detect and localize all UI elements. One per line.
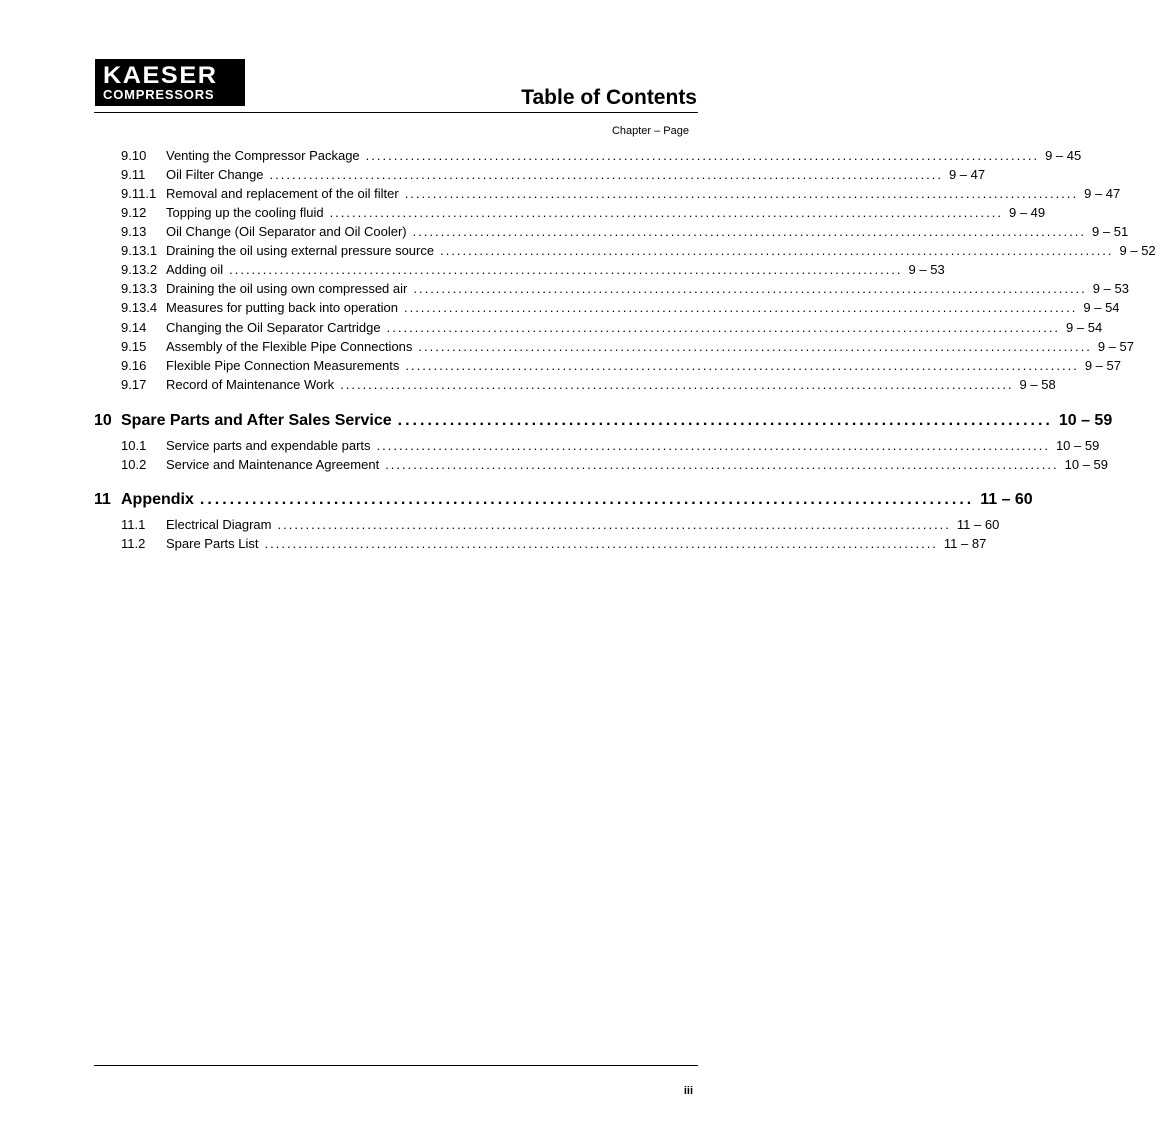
entry-title: Oil Filter Change [166,167,264,182]
footer-rule [94,1065,698,1066]
entry-number: 9.14 [121,320,147,335]
entry-page: 11 – 60 [956,517,1000,532]
dot-leader: ........................................................................................................................ [405,358,1079,373]
entry-title: Topping up the cooling fluid [166,205,324,220]
entry-page: 9 – 54 [1083,300,1120,315]
chapter-page: 11 – 60 [980,491,1033,508]
page-title: Table of Contents [521,86,697,109]
entry-number: 9.13.2 [121,262,158,277]
chapter-title: Spare Parts and After Sales Service [121,412,392,429]
page-number: iii [683,1085,693,1097]
logo-line2: COMPRESSORS [103,87,215,102]
toc-entry[interactable] [121,186,1121,205]
dot-leader: ........................................................................................ [397,412,1053,429]
entry-number: 9.11 [121,167,146,182]
toc-entry[interactable] [121,205,1046,224]
entry-page: 9 – 52 [1119,243,1156,258]
toc-entry[interactable] [121,243,1156,262]
toc-chapter-11[interactable] [94,491,1033,513]
toc-entry[interactable] [121,517,1000,536]
dot-leader: ........................................................................................................................ [413,281,1087,296]
entry-title: Electrical Diagram [166,517,272,532]
entry-page: 9 – 54 [1066,320,1103,335]
toc-entry[interactable] [121,148,1082,167]
dot-leader: ........................................................................................................................ [404,186,1079,201]
entry-title: Spare Parts List [166,536,259,551]
entry-title: Venting the Compressor Package [166,148,360,163]
dot-leader: ........................................................................................................................ [264,536,938,551]
entry-page: 9 – 51 [1092,224,1129,239]
toc-chapter-10[interactable] [94,412,1113,434]
dot-leader: ........................................................................................................................ [386,320,1061,335]
entry-page: 9 – 57 [1084,358,1121,373]
entry-number: 11.2 [121,536,146,551]
entry-number: 9.10 [121,148,147,163]
chapter-page-label: Chapter – Page [611,125,689,137]
dot-leader: ........................................................................................................................ [385,457,1059,472]
entry-page: 9 – 57 [1097,339,1134,354]
entry-title: Draining the oil using own compressed air [166,281,408,296]
logo-line1: KAESER [103,62,218,89]
dot-leader: ........................................................................................................................ [418,339,1092,354]
dot-leader: ........................................................................................................................ [229,262,903,277]
entry-page: 9 – 58 [1019,377,1056,392]
entry-page: 9 – 47 [948,167,986,182]
toc-entry[interactable] [121,377,1056,396]
entry-page: 9 – 45 [1045,148,1082,163]
toc-entry[interactable] [121,358,1121,377]
toc-entry[interactable] [121,224,1129,243]
entry-page: 9 – 53 [1092,281,1129,296]
entry-title: Changing the Oil Separator Cartridge [166,320,381,335]
dot-leader: ........................................................................................................................ [329,205,1003,220]
dot-leader: ........................................................................................................................ [269,167,943,182]
entry-page: 9 – 53 [908,262,945,277]
chapter-number: 10 [94,412,112,429]
entry-page: 9 – 47 [1084,186,1121,201]
dot-leader: ........................................................................................................................ [440,243,1114,258]
entry-title: Adding oil [166,262,224,277]
entry-number: 10.2 [121,457,147,472]
chapter-page: 10 – 59 [1058,412,1113,429]
entry-title: Flexible Pipe Connection Measurements [166,358,400,373]
entry-number: 9.13 [121,224,147,239]
dot-leader: ........................................................................................................................ [365,148,1040,163]
entry-number: 9.13.4 [121,300,158,315]
entry-title: Measures for putting back into operation [166,300,398,315]
entry-number: 9.16 [121,358,147,373]
dot-leader: ........................................................................................................................ [376,438,1050,453]
entry-page: 9 – 49 [1008,205,1046,220]
kaeser-logo [95,59,245,106]
entry-number: 9.12 [121,205,147,220]
entry-page: 10 – 59 [1064,457,1108,472]
entry-title: Record of Maintenance Work [166,377,335,392]
toc-entry[interactable] [121,262,945,281]
entry-title: Oil Change (Oil Separator and Oil Cooler) [166,224,407,239]
entry-number: 10.1 [121,438,147,453]
toc-entry[interactable] [121,457,1108,476]
entry-number: 11.1 [121,517,146,532]
entry-title: Draining the oil using external pressure source [166,243,435,258]
toc-entry[interactable] [121,300,1120,319]
entry-number: 9.13.1 [121,243,158,258]
toc-entry[interactable] [121,339,1134,358]
toc-entry[interactable] [121,438,1100,457]
toc-entry[interactable] [121,536,987,555]
entry-number: 9.11.1 [121,186,157,201]
entry-number: 9.17 [121,377,147,392]
entry-title: Service parts and expendable parts [166,438,371,453]
dot-leader: ........................................................................................................................ [403,300,1078,315]
entry-page: 10 – 59 [1055,438,1100,453]
toc-entry[interactable] [121,320,1103,339]
dot-leader: ........................................................................................................................ [277,517,951,532]
dot-leader: ........................................................................................................................ [412,224,1087,239]
chapter-number: 11 [94,491,111,508]
dot-leader: ........................................................................................................ [199,491,975,508]
entry-title: Assembly of the Flexible Pipe Connections [166,339,413,354]
toc-entry[interactable] [121,167,986,186]
entry-number: 9.15 [121,339,147,354]
dot-leader: ........................................................................................................................ [340,377,1014,392]
entry-title: Removal and replacement of the oil filter [166,186,399,201]
header-rule [94,112,698,113]
entry-page: 11 – 87 [943,536,987,551]
toc-entry[interactable] [121,281,1129,300]
entry-title: Service and Maintenance Agreement [166,457,380,472]
chapter-title: Appendix [121,491,194,508]
entry-number: 9.13.3 [121,281,158,296]
